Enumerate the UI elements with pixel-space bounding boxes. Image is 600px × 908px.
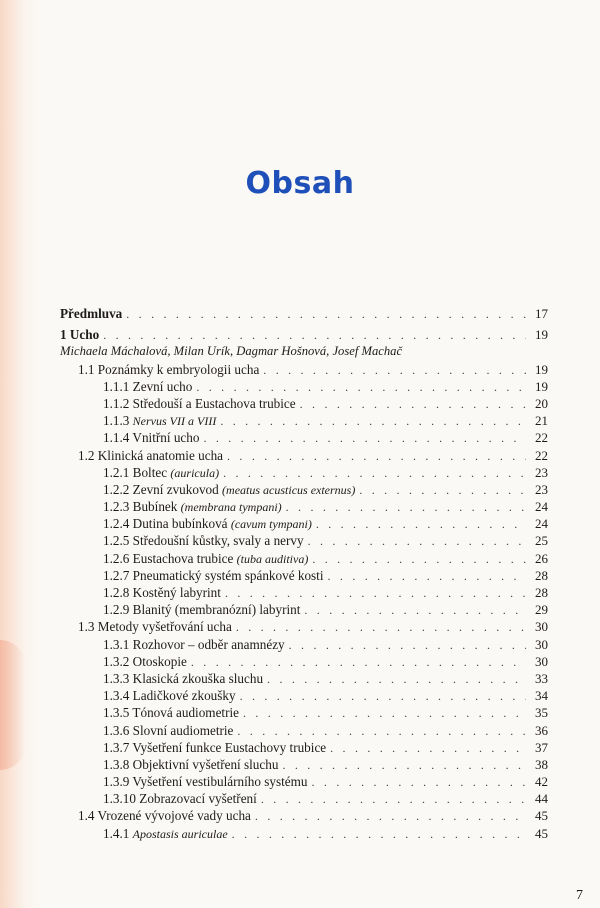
toc-entry-latin: (cavum tympani): [230, 517, 312, 532]
page-number: 7: [576, 888, 583, 903]
toc-entry-1-1-3[interactable]: [60, 412, 548, 429]
toc-entry-1-3[interactable]: [60, 618, 548, 635]
toc-entry-1-1-4[interactable]: [60, 429, 548, 446]
leader-dots: [126, 306, 526, 323]
toc-entry-label: 1.3.6 Slovní audiometrie: [103, 722, 234, 738]
toc-entry-latin: Apostasis auriculae: [132, 826, 228, 841]
toc-entry-latin: (membrana tympani): [180, 500, 282, 515]
toc-entry-label: 1.2.8 Kostěný labyrint: [103, 585, 221, 600]
toc-entry-label: 1.3.7 Vyšetření funkce Eustachovy trubice: [103, 739, 327, 755]
toc-entry-1-2-9[interactable]: [60, 601, 548, 618]
leader-dots: [304, 602, 526, 619]
toc-entry-1-2-4[interactable]: [60, 515, 548, 532]
toc-entry-1-3-3[interactable]: [60, 670, 548, 687]
toc-entry-1-3-10[interactable]: [60, 790, 548, 807]
leader-dots: [282, 757, 526, 774]
toc-entry-label: 1.3.2 Otoskopie: [103, 653, 187, 669]
toc-entry-page: 21: [535, 413, 548, 429]
toc-entry-1-2-5[interactable]: [60, 532, 548, 549]
leader-dots: [203, 430, 526, 447]
toc-entry-1-1-1[interactable]: [60, 378, 548, 395]
toc-entry-1-3-8[interactable]: [60, 756, 548, 773]
toc-entry-label: 1.4 Vrozené vývojové vady ucha: [78, 808, 251, 824]
toc-entry-1-2-3[interactable]: [60, 498, 548, 515]
leader-dots: [300, 396, 526, 413]
toc-entry-label: 1.3 Metody vyšetřování ucha: [78, 619, 232, 635]
leader-dots: [196, 379, 526, 396]
toc-entry-page: 22: [535, 430, 548, 446]
leader-dots: [225, 585, 526, 602]
leader-dots: [237, 723, 526, 740]
leader-dots: [312, 774, 526, 791]
toc-entry-1-3-6[interactable]: [60, 722, 548, 739]
toc-entry-page: 19: [535, 327, 548, 343]
toc-entry-label: 1.3.10 Zobrazovací vyšetření: [103, 791, 257, 807]
leader-dots: [289, 637, 526, 654]
toc-entry-label: 1.2.5 Středoušní kůstky, svaly a nervy: [103, 533, 304, 549]
toc-entry-1-2-2[interactable]: [60, 481, 548, 498]
toc-entry-label: 1.2.9 Blanitý (membranózní) labyrint: [103, 602, 301, 618]
toc-entry-label: Předmluva: [60, 306, 123, 321]
toc-entry-page: 29: [535, 602, 548, 618]
toc-entry-1-2-1[interactable]: [60, 464, 548, 481]
toc-entry-page: 19: [535, 378, 548, 394]
toc-entry-label: 1.1.4 Vnitřní ucho: [103, 430, 200, 446]
toc-entry-label: 1.2.2 Zevní zvukovod (meatus acusticus externus): [103, 481, 356, 497]
toc-entry-label: 1.1.1 Zevní ucho: [103, 378, 193, 394]
leader-dots: [328, 568, 526, 585]
toc-entry-page: 17: [535, 306, 548, 321]
leader-dots: [308, 533, 526, 550]
toc-entry-label: 1.3.4 Ladičkové zkoušky: [103, 688, 236, 704]
leader-dots: [236, 619, 526, 636]
leader-dots: [240, 688, 526, 705]
toc-entry-page: 30: [535, 619, 548, 635]
toc-entry-latin: Nervus VII a VIII: [132, 414, 217, 429]
toc-entry-1-2-6[interactable]: [60, 550, 548, 567]
toc-entry-1-2[interactable]: [60, 447, 548, 464]
toc-entry-1-2-8[interactable]: [60, 584, 548, 601]
toc-entry-label: 1.3.1 Rozhovor – odběr anamnézy: [103, 636, 285, 652]
toc-entry-label: 1.3.9 Vyšetření vestibulárního systému: [103, 774, 308, 790]
leader-dots: [267, 671, 526, 688]
toc-entry-label: 1.1.3 Nervus VII a VIII: [103, 413, 217, 429]
leader-dots: [103, 327, 526, 344]
toc-entry-page: 28: [535, 567, 548, 583]
toc-entry-1-3-7[interactable]: [60, 739, 548, 756]
toc-entry-page: 42: [535, 774, 548, 790]
toc-entry-label: 1.2.4 Dutina bubínková (cavum tympani): [103, 516, 312, 532]
toc-entry-1-4-1[interactable]: [60, 825, 548, 842]
chapter-authors: Michaela Máchalová, Milan Urík, Dagmar Hošnová, Josef Machač: [60, 344, 403, 359]
toc-entry-page: 38: [535, 756, 548, 772]
toc-entry-page: 26: [535, 550, 548, 566]
toc-entry-page: 24: [535, 499, 548, 515]
toc-entry-chapter-1[interactable]: [60, 326, 548, 343]
toc-entry-page: 25: [535, 533, 548, 549]
toc-entry-label: 1.3.3 Klasická zkouška sluchu: [103, 670, 264, 686]
toc-entry-page: 36: [535, 722, 548, 738]
leader-dots: [232, 826, 526, 843]
leader-dots: [223, 465, 526, 482]
toc-entry-label: 1.2.7 Pneumatický systém spánkové kosti: [103, 567, 324, 583]
toc-entry-label: 1.1 Poznámky k embryologii ucha: [78, 361, 260, 377]
toc-entry-1-3-4[interactable]: [60, 687, 548, 704]
toc-entry-page: 33: [535, 670, 548, 686]
toc-entry-label: 1 Ucho: [60, 327, 100, 343]
leader-dots: [255, 808, 526, 825]
toc-entry-page: 30: [535, 653, 548, 669]
toc-entry-1-4[interactable]: [60, 807, 548, 824]
toc-entry-page: 45: [535, 808, 548, 824]
leader-dots: [220, 413, 526, 430]
toc-entry-page: 20: [535, 395, 548, 411]
toc-entry-label: 1.3.5 Tónová audiometrie: [103, 705, 239, 721]
toc-entry-1-3-5[interactable]: [60, 704, 548, 721]
leader-dots: [191, 654, 526, 671]
toc-entry-latin: (meatus acusticus externus): [222, 482, 356, 497]
toc-entry-1-3-9[interactable]: [60, 773, 548, 790]
toc-entry-page: 35: [535, 705, 548, 721]
toc-entry-page: 44: [535, 791, 548, 807]
toc-entry-page: 45: [535, 825, 548, 841]
leader-dots: [227, 448, 526, 465]
toc-entry-latin: (tuba auditiva): [236, 551, 309, 566]
toc-entry-label: 1.2 Klinická anatomie ucha: [78, 447, 224, 463]
toc-entry-page: 37: [535, 739, 548, 755]
toc-entry-page: 30: [535, 636, 548, 652]
leader-dots: [330, 740, 526, 757]
toc-entry-label: 1.3.8 Objektivní vyšetření sluchu: [103, 756, 279, 772]
toc-entry-latin: (auricula): [170, 465, 220, 480]
toc-entry-label: 1.2.1 Boltec (auricula): [103, 464, 220, 480]
toc-entry-label: 1.2.6 Eustachova trubice (tuba auditiva): [103, 550, 309, 566]
leader-dots: [316, 516, 526, 533]
toc-entry-page: 34: [535, 688, 548, 704]
toc-entry-page: 24: [535, 516, 548, 532]
toc-entry-page: 22: [535, 447, 548, 463]
toc-entry-1-1[interactable]: [60, 361, 548, 378]
page-edge-tint: [0, 0, 40, 908]
toc-entry-label: 1.1.2 Středouší a Eustachova trubice: [103, 395, 296, 411]
toc-entry-page: 23: [535, 481, 548, 497]
leader-dots: [261, 791, 526, 808]
toc-entry-label: 1.4.1 Apostasis auriculae: [103, 825, 228, 841]
toc-entry-label: 1.2.3 Bubínek (membrana tympani): [103, 499, 282, 515]
leader-dots: [359, 482, 526, 499]
toc-entry-1-1-2[interactable]: [60, 395, 548, 412]
leader-dots: [312, 551, 526, 568]
leader-dots: [286, 499, 526, 516]
toc-entry-1-2-7[interactable]: [60, 567, 548, 584]
leader-dots: [263, 362, 526, 379]
table-of-contents: [60, 305, 548, 842]
toc-entry-page: 28: [535, 585, 548, 600]
toc-entry-1-3-1[interactable]: [60, 636, 548, 653]
toc-entry-predmluva[interactable]: [60, 305, 548, 322]
toc-entry-1-3-2[interactable]: [60, 653, 548, 670]
leader-dots: [243, 705, 526, 722]
page-title: Obsah: [245, 166, 355, 201]
toc-entry-page: 23: [535, 464, 548, 480]
page-edge-stain: [0, 640, 26, 770]
toc-entry-page: 19: [535, 361, 548, 377]
